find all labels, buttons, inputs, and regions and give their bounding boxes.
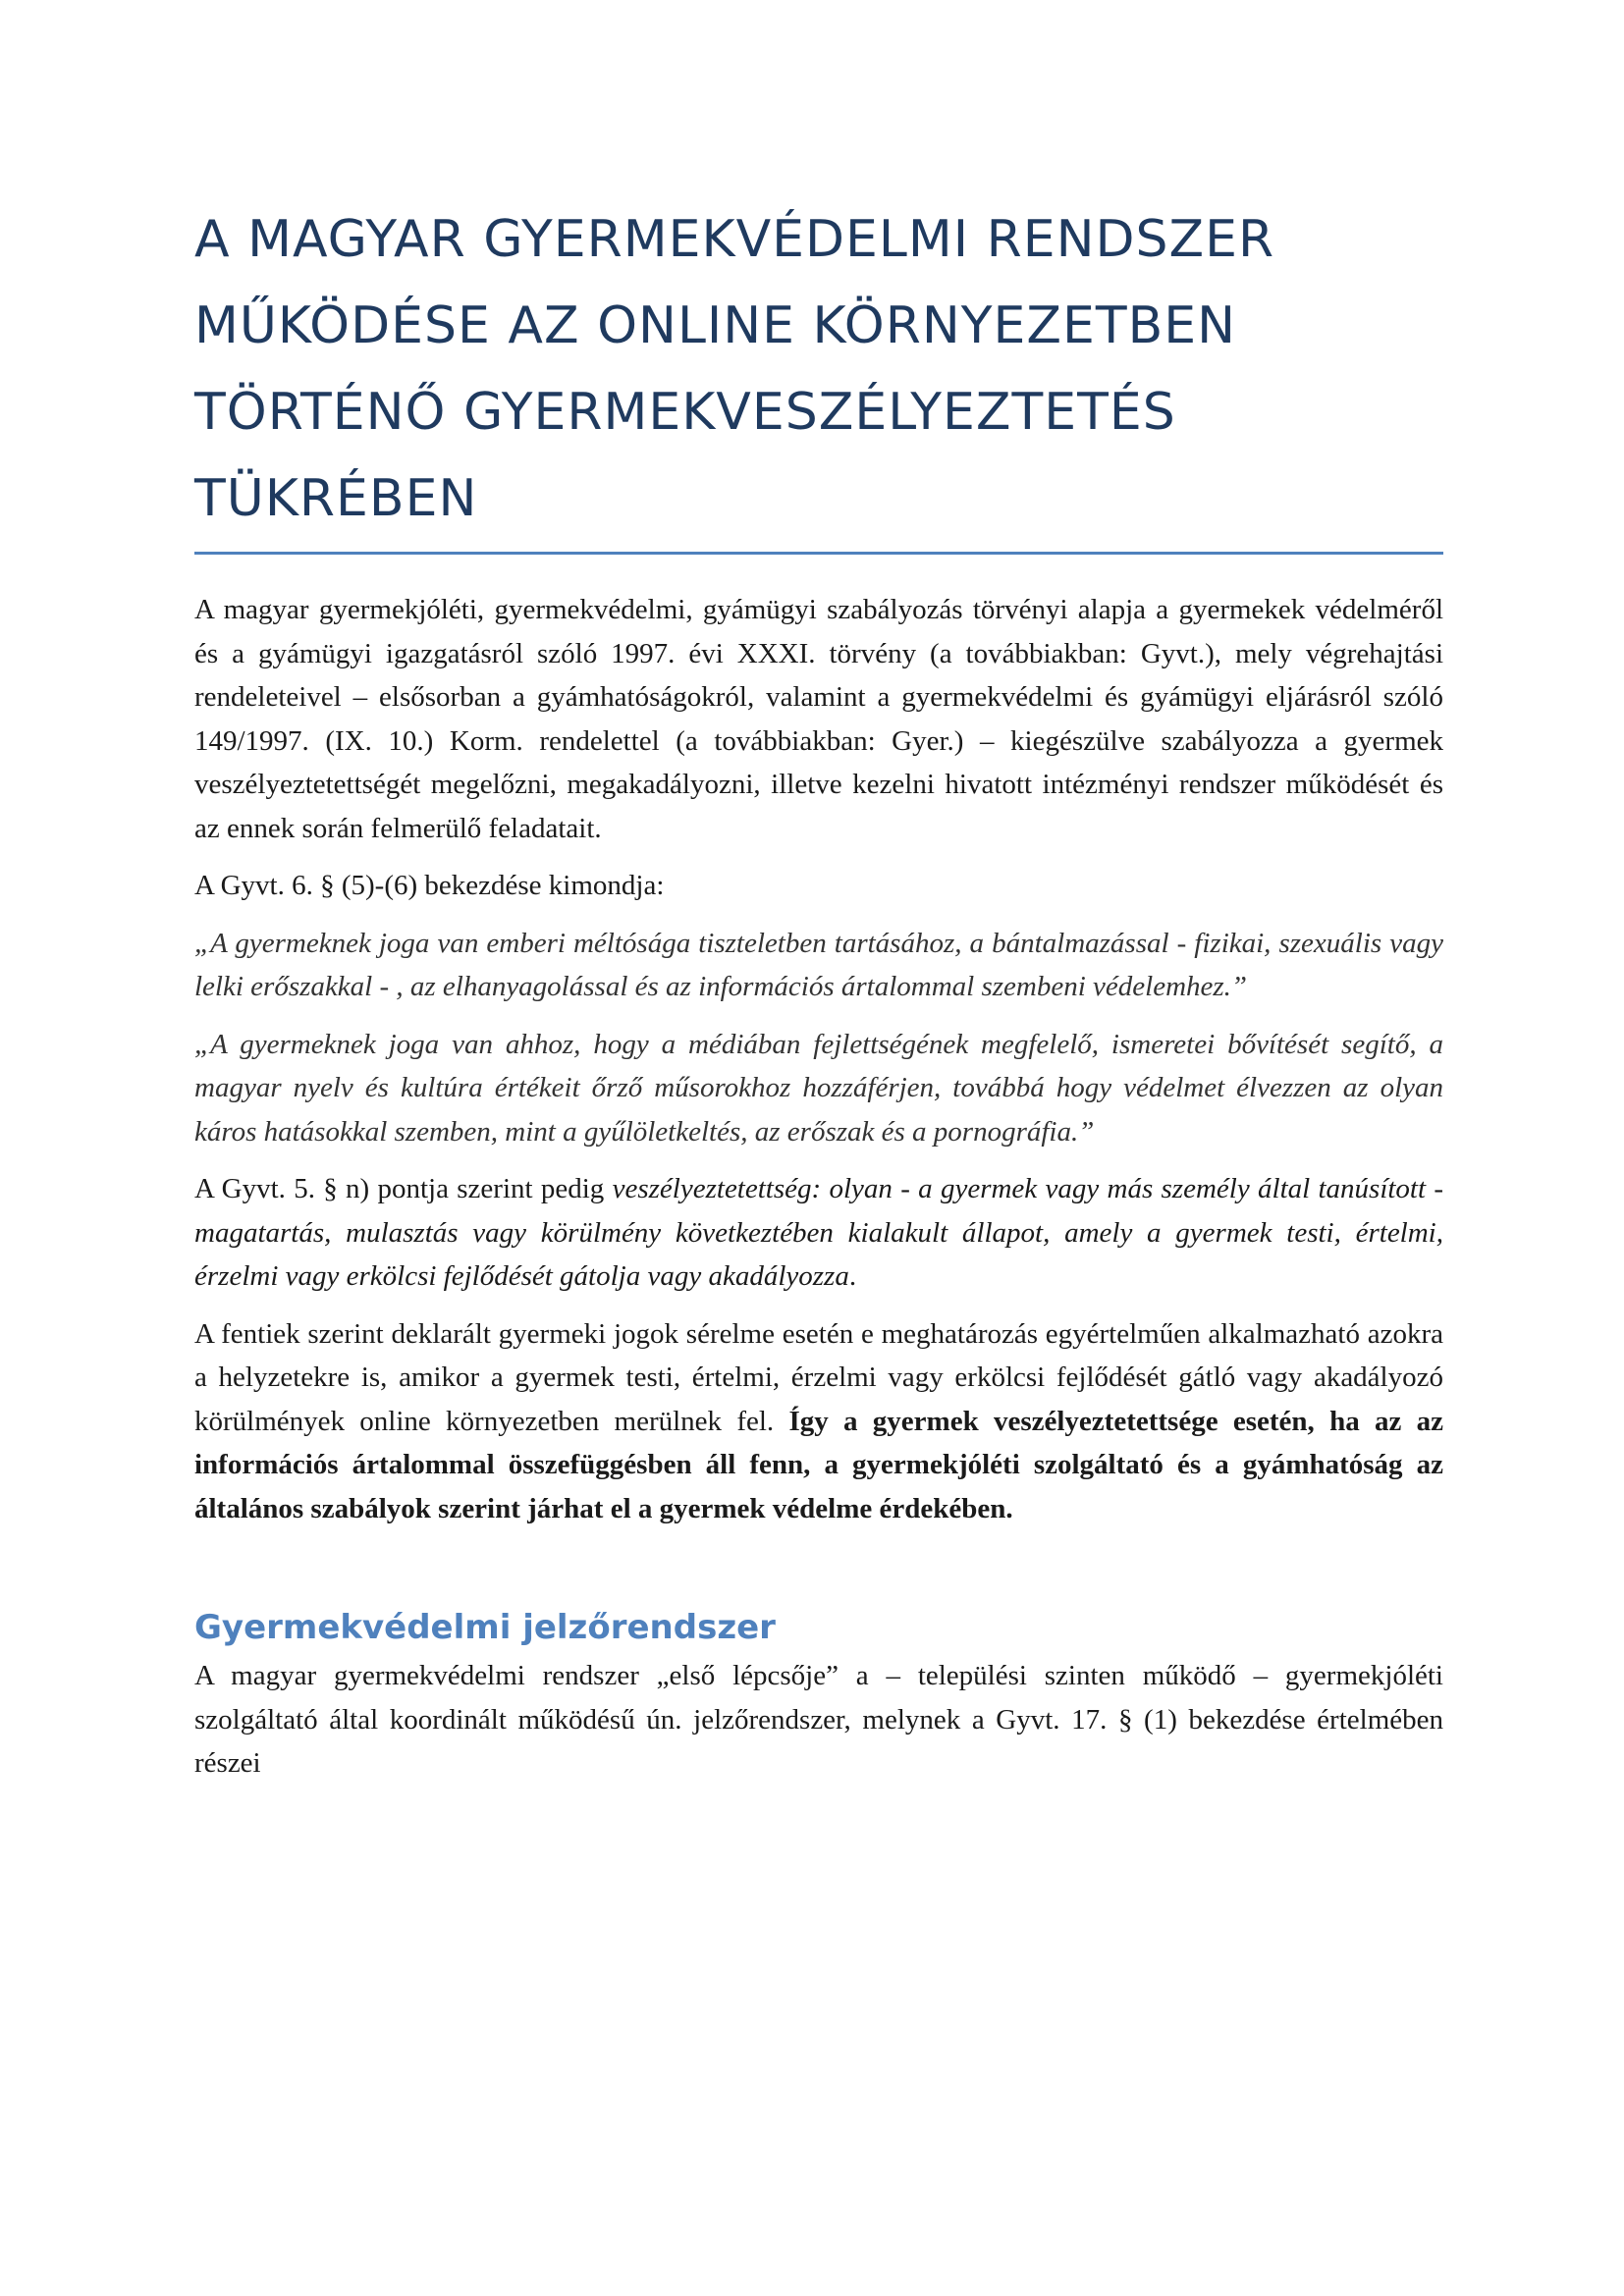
paragraph-gyvt-intro: A magyar gyermekjóléti, gyermekvédelmi, gyámügyi szabályozás törvényi alapja a gyermekek védelméről és a gyámügyi igazgatásról szóló 1997. évi XXXI. törvény (a továbbiakban: Gyvt.), mely végrehajtási rendeleteivel – elsősorban a gyámhatóságokról, valamint a gyermekvédelmi és gyámügyi eljárásról szóló 149/1997. (IX. 10.) Korm. rendelettel (a továbbiakban: Gyer.) – kiegészülve szabályozza a gyermek veszélyeztetettségét megelőzni, megakadályozni, illetve kezelni hivatott intézményi rendszer működését és az ennek során felmerülő feladatait.	[194, 594, 1443, 844]
document-page	[194, 196, 1443, 1799]
paragraph-gyvt-6: A Gyvt. 6. § (5)-(6) bekezdése kimondja:	[194, 870, 665, 901]
paragraph-gyvt-5	[194, 1167, 1443, 1299]
paragraph-rights-online	[194, 1312, 1443, 1531]
definition-veszelyeztetettseg: veszélyeztetettség: olyan - a gyermek vagy más személy által tanúsított - magatartás, mulasztás vagy körülmény következtében kialakult állapot, amely a gyermek testi, értelmi, érzelmi vagy erkölcsi fejlődését gátolja vagy akadályozza	[194, 1173, 1444, 1292]
quote-media: „A gyermeknek joga van ahhoz, hogy a médiában fejlettségének megfelelő, ismeretei bővítését segítő, a magyar nyelv és kultúra értékeit őrző műsorokhoz hozzáférjen, továbbá hogy védelmet élvezzen az olyan káros hatásokkal szemben, mint a gyűlöletkeltés, az erőszak és a pornográfia.”	[194, 1028, 1443, 1148]
paragraph-gyvt-5-lead: A Gyvt. 5. § n) pontja szerint pedig	[194, 1173, 613, 1204]
quote-dignity: „A gyermeknek joga van emberi méltósága tiszteletben tartásához, a bántalmazással - fizikai, szexuális vagy lelki erőszakkal - , az elhanyagolással és az információs ártalommal szembeni védelemhez.”	[194, 927, 1443, 1002]
paragraph-rights-online-lead: A fentiek szerint deklarált gyermeki jogok sérelme esetén e meghatározás egyértelműen alkalmazható azokra a helyzetekre is, amikor a gyermek testi, értelmi, érzelmi vagy erkölcsi fejlődését gátló vagy akadályozó körülmények online környezetben merülnek fel.	[194, 1317, 1443, 1437]
title-divider	[194, 552, 1443, 555]
document-title: A MAGYAR GYERMEKVÉDELMI RENDSZER MŰKÖDÉSE AZ ONLINE KÖRNYEZETBEN TÖRTÉNŐ GYERMEKVESZÉLYEZTETÉS TÜKRÉBEN	[194, 210, 1275, 528]
paragraph-jelzorendszer: A magyar gyermekvédelmi rendszer „első lépcsője” a – települési szinten működő – gyermekjóléti szolgáltató által koordinált működésű ún. jelzőrendszer, melynek a Gyvt. 17. § (1) bekezdése értelmében részei	[194, 1660, 1443, 1779]
paragraph-rights-online-emphasis: Így a gyermek veszélyeztetettsége esetén, ha az az információs ártalommal összefüggésben áll fenn, a gyermekjóléti szolgáltató és a gyámhatóság az általános szabályok szerint járhat el a gyermek védelme érdekében.	[194, 1405, 1443, 1524]
paragraph-gyvt-5-end: .	[848, 1260, 857, 1292]
section-heading-jelzorendszer: Gyermekvédelmi jelzőrendszer	[194, 1608, 776, 1647]
